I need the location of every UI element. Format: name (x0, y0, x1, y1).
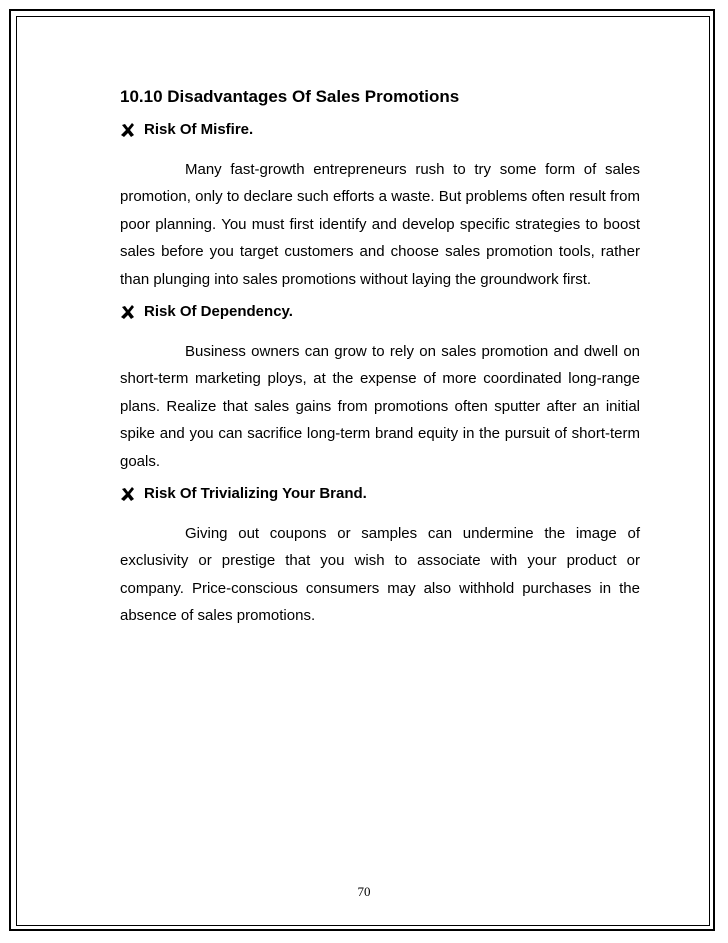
subsection-title (120, 300, 640, 324)
cross-mark-icon (120, 304, 136, 320)
cross-mark-icon (120, 122, 136, 138)
subsection-title-text: Risk Of Misfire. (144, 121, 254, 138)
section-misfire (120, 118, 640, 293)
subsection-title-text: Risk Of Trivializing Your Brand. (144, 485, 367, 503)
body-paragraph: Business owners can grow to rely on sales promotion and dwell on short-term marketing ploys, at the expense of more coordinated long-range plans. Realize that sales gains from promotions often sputter after an initial spike and you can sacrifice long-term brand equity in the pursuit of short-term goals. (120, 343, 640, 470)
body-paragraph: Many fast-growth entrepreneurs rush to try some form of sales promotion, only to declare such efforts a waste. But problems often result from poor planning. You must first identify and develop specific strategies to boost sales before you target customers and choose sales promotion tools, rather than plunging into sales promotions without laying the groundwork first. (120, 161, 640, 288)
cross-mark-icon (120, 486, 136, 502)
subsection-title (120, 482, 640, 506)
section-heading: 10.10 Disadvantages Of Sales Promotions (120, 87, 460, 106)
subsection-title (120, 118, 640, 142)
body-paragraph: Giving out coupons or samples can undermine the image of exclusivity or prestige that you wish to associate with your product or company. Price-conscious consumers may also withhold purchases in the absence of sales promotions. (120, 525, 640, 625)
page-content (120, 84, 640, 637)
page-number: 70 (357, 884, 371, 899)
section-dependency (120, 300, 640, 475)
section-trivializing (120, 482, 640, 630)
subsection-title-text: Risk Of Dependency. (144, 303, 293, 321)
